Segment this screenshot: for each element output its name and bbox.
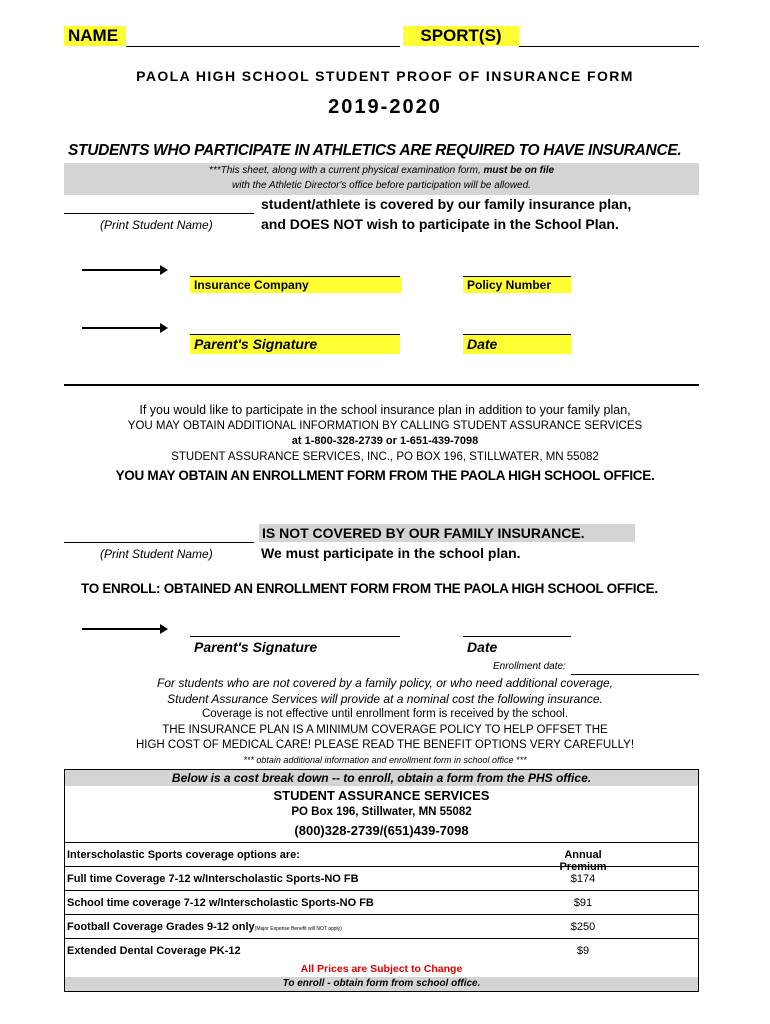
options-header: Interscholastic Sports coverage options are: [67, 849, 300, 861]
plan-info-1: For students who are not covered by a family policy, or who need additional coverage, [156, 676, 614, 690]
plan-info-4: THE INSURANCE PLAN IS A MINIMUM COVERAGE POLICY TO HELP OFFSET THE [162, 724, 608, 736]
student-name-field[interactable] [64, 213, 254, 214]
table-row [65, 890, 698, 915]
policy-number-label: Policy Number [463, 277, 571, 293]
row-label: School time coverage 7-12 w/Interscholastic Sports-NO FB [67, 897, 374, 909]
sport-field[interactable] [519, 46, 699, 47]
row-label: Full time Coverage 7-12 w/Interscholastic Sports-NO FB [67, 873, 359, 885]
cost-banner: Below is a cost break down -- to enroll, obtain a form from the PHS office. [65, 770, 698, 786]
covered-statement-2: and DOES NOT wish to participate in the School Plan. [261, 216, 619, 232]
row-label [67, 921, 342, 933]
print-name-label: (Print Student Name) [100, 218, 213, 232]
enrollment-date-label: Enrollment date: [493, 661, 566, 672]
company-name: STUDENT ASSURANCE SERVICES [273, 788, 490, 803]
sport-label: SPORT(S) [403, 26, 519, 46]
requirement-heading: STUDENTS WHO PARTICIPATE IN ATHLETICS ARE REQUIRED TO HAVE INSURANCE. [68, 142, 682, 159]
table-row [65, 914, 698, 939]
date-label-2: Date [467, 639, 498, 655]
table-row [65, 938, 698, 963]
arrow-icon [82, 327, 166, 329]
company-phones: (800)328-2739/(651)439-7098 [294, 823, 469, 838]
row-price: $250 [570, 921, 596, 933]
plan-info-5: HIGH COST OF MEDICAL CARE! PLEASE READ THE BENEFIT OPTIONS VERY CAREFULLY! [135, 739, 635, 751]
premium-header: Annual Premium [559, 849, 607, 873]
not-covered-statement-1: IS NOT COVERED BY OUR FAMILY INSURANCE. [259, 524, 635, 542]
covered-statement-1: student/athlete is covered by our family insurance plan, [261, 196, 632, 212]
print-name-label-2: (Print Student Name) [100, 547, 213, 561]
note-text-2: with the Athletic Director's office before participation will be allowed. [232, 180, 531, 191]
plan-info-3: Coverage is not effective until enrollment form is received by the school. [201, 708, 569, 720]
company-address: PO Box 196, Stillwater, MN 55082 [291, 806, 472, 818]
cost-footer: To enroll - obtain form from school office. [65, 977, 698, 991]
row-price: $91 [573, 897, 593, 909]
form-year: 2019-2020 [328, 96, 442, 118]
parent-signature-label: Parent's Signature [190, 335, 400, 354]
requirement-note [64, 163, 699, 195]
info-line-2: YOU MAY OBTAIN ADDITIONAL INFORMATION BY CALLING STUDENT ASSURANCE SERVICES [127, 420, 643, 432]
plan-info-6: *** obtain additional information and enrollment form in school office *** [243, 755, 527, 765]
info-line-3: at 1-800-328-2739 or 1-651-439-7098 [291, 435, 479, 447]
table-header-row [65, 842, 698, 873]
row-price: $9 [576, 945, 590, 957]
plan-info-2: Student Assurance Services will provide at a nominal cost the following insurance. [167, 692, 603, 706]
row-label: Extended Dental Coverage PK-12 [67, 945, 241, 957]
arrow-icon [82, 628, 166, 630]
section-divider [64, 384, 699, 386]
row-label-text: Football Coverage Grades 9-12 only [67, 921, 255, 933]
price-notice: All Prices are Subject to Change [300, 963, 463, 975]
to-enroll-heading: TO ENROLL: OBTAINED AN ENROLLMENT FORM FROM THE PAOLA HIGH SCHOOL OFFICE. [81, 581, 658, 596]
info-line-4: STUDENT ASSURANCE SERVICES, INC., PO BOX 196, STILLWATER, MN 55082 [171, 451, 599, 463]
parent-signature-label-2: Parent's Signature [194, 639, 318, 655]
enrollment-date-field[interactable] [571, 674, 699, 675]
insurance-company-label: Insurance Company [190, 277, 402, 293]
table-row [65, 866, 698, 891]
info-line-1: If you would like to participate in the school insurance plan in addition to your family plan, [139, 403, 631, 417]
row-note: (Major Expense Benefit will NOT apply) [254, 926, 342, 932]
row-price: $174 [570, 873, 596, 885]
note-emphasis: must be on file [483, 165, 555, 176]
date-label: Date [463, 335, 571, 354]
name-field[interactable] [126, 46, 400, 47]
form-title: PAOLA HIGH SCHOOL STUDENT PROOF OF INSURANCE FORM [136, 68, 634, 84]
not-covered-statement-2: We must participate in the school plan. [261, 545, 521, 561]
note-text: ***This sheet, along with a current physical examination form, [208, 165, 481, 176]
date-field-2[interactable] [463, 636, 571, 637]
name-label: NAME [64, 26, 126, 46]
arrow-icon [82, 269, 166, 271]
student-name-field-2[interactable] [64, 542, 254, 543]
cost-box [64, 769, 699, 992]
parent-signature-field-2[interactable] [190, 636, 400, 637]
info-line-5: YOU MAY OBTAIN AN ENROLLMENT FORM FROM THE PAOLA HIGH SCHOOL OFFICE. [115, 468, 655, 483]
